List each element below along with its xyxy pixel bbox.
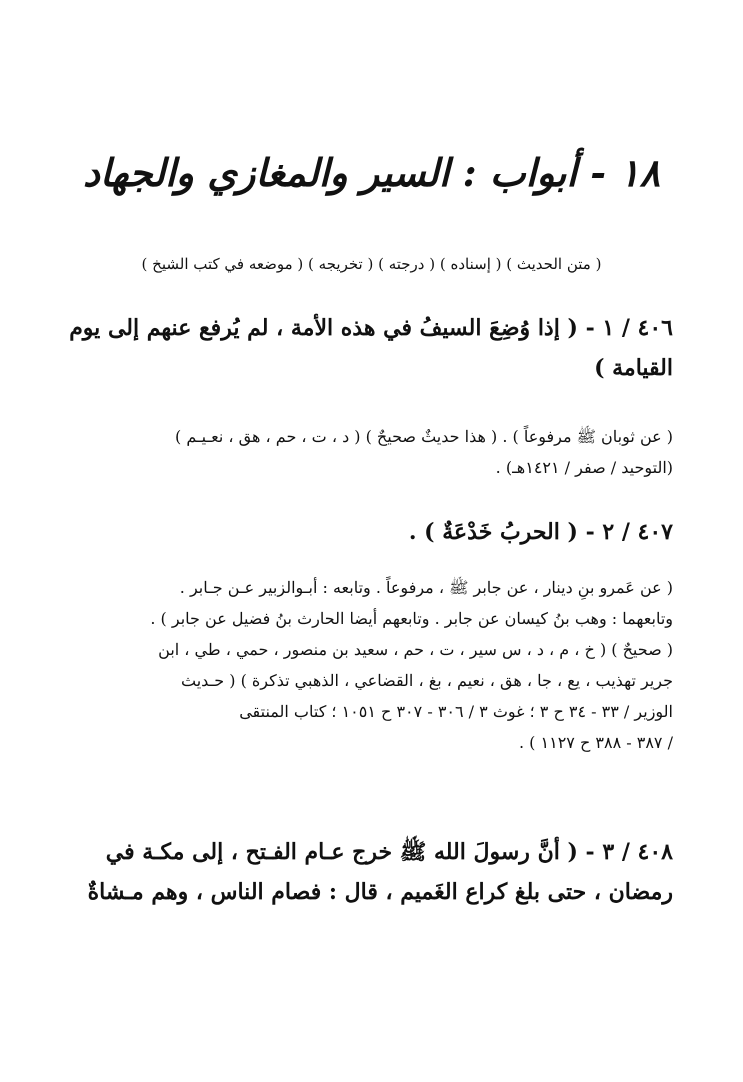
takhrij-line: (التوحيد / صفر / ١٤٢١هـ) . — [495, 458, 673, 477]
takhrij-line: ( عن عَمرو بنِ دينار ، عن جابر ﷺ ، مرفوعاً . وتابعه : أبـوالزبير عـن جـابر . — [179, 578, 673, 597]
hadith-408-text — [67, 832, 673, 912]
hadith-406-takhrij — [67, 421, 673, 483]
hadith-text-line: رمضان ، حتى بلغ كراع الغَميم ، قال : فصام الناس ، وهم مـشاةٌ — [87, 879, 673, 905]
takhrij-line: / ٣٨٧ - ٣٨٨ ح ١١٢٧ ) . — [519, 733, 673, 752]
column-legend: ( متن الحديث ) ( إسناده ) ( درجته ) ( تخريجه ) ( موضعه في كتب الشيخ ) — [141, 255, 602, 273]
hadith-text-line: ٤٠٨ / ٣ - ( أنَّ رسولَ الله ﷺ خرج عـام الفـتح ، إلى مكـة في — [105, 839, 673, 865]
chapter-title: ١٨ - أبواب : السير والمغازي والجهاد — [82, 150, 661, 195]
takhrij-line: وتابعهما : وهب بنُ كيسان عن جابر . وتابعهم أيضا الحارث بنُ فضيل عن جابر ) . — [150, 609, 673, 628]
takhrij-line: جرير تهذيب ، يع ، جا ، هق ، نعيم ، بغ ، القضاعي ، الذهبي تذكرة ) ( حـديث — [181, 671, 673, 690]
hadith-text-line: ٤٠٧ / ٢ - ( الحربُ خَدْعَةٌ ) . — [408, 519, 673, 545]
takhrij-line: الوزير / ٣٣ - ٣٤ ح ٣ ؛ غوث ٣ / ٣٠٦ - ٣٠٧ ح ١٠٥١ ؛ كتاب المنتقى — [239, 702, 673, 721]
hadith-text-line: القيامة ) — [594, 355, 673, 381]
hadith-407-takhrij — [67, 572, 673, 758]
takhrij-line: ( عن ثوبان ﷺ مرفوعاً ) . ( هذا حديثٌ صحيحٌ ) ( د ، ت ، حم ، هق ، نعـيـم ) — [174, 427, 673, 446]
hadith-407-text — [67, 512, 673, 552]
hadith-406-text — [67, 308, 673, 388]
hadith-text-line: ٤٠٦ / ١ - ( إذا وُضِعَ السيفُ في هذه الأمة ، لم يُرفع عنهم إلى يوم — [69, 315, 673, 341]
takhrij-line: ( صحيحٌ ) ( خ ، م ، د ، س سير ، ت ، حم ، سعيد بن منصور ، حمي ، طي ، ابن — [158, 640, 673, 659]
